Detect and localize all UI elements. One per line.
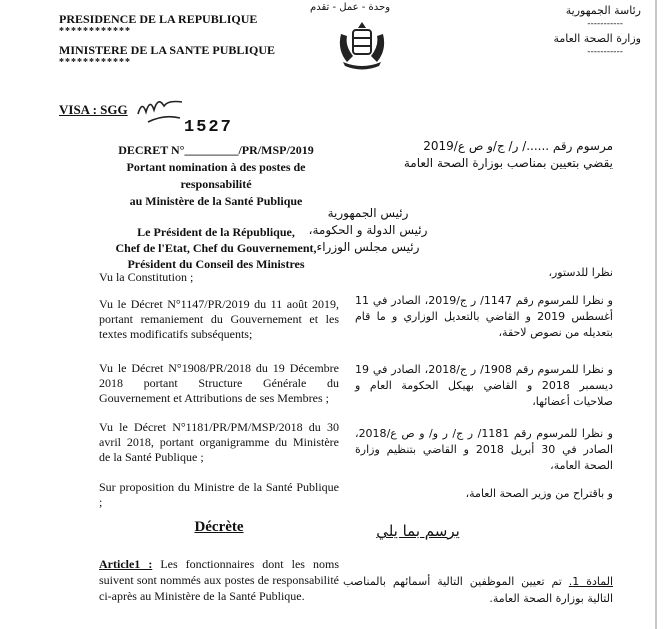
visa-decree-1181-ar: و نظرا للمرسوم رقم 1181/ ر ج/ ر و/ و ص ع/2018، الصادر في 30 أبريل 2018 و القاضي بتنظيم وزارة الصحة العامة، xyxy=(355,427,614,472)
decree-subject-fr-2: responsabilité xyxy=(180,177,252,191)
visa-decree-1908-fr: Vu le Décret N°1908/PR/2018 du 19 Décembre 2018 portant Structure Générale du Gouvernement et Attributions de ses Membres ; xyxy=(99,361,339,405)
header-presidency-fr: PRESIDENCE DE LA REPUBLIQUE xyxy=(59,12,258,26)
visa-decree-1147-ar: و نظرا للمرسوم رقم 1147/ ر ج/2019، الصادر في 11 أغسطس 2019 و القاضي بالتعديل الوزاري و ما قام بتعديله من نصوص لاحقة، xyxy=(355,294,613,339)
decree-subject-fr-3: au Ministère de la Santé Publique xyxy=(129,194,303,208)
president-line-ar-1: رئيس الجمهورية xyxy=(327,206,409,220)
article-1-text-ar: تم تعيين الموظفين التالية أسمائهم بالمناصب التالية بوزارة الصحة العامة. xyxy=(343,575,613,605)
president-line-fr-2: Chef de l'Etat, Chef du Gouvernement, xyxy=(115,241,317,255)
article-1-label-ar: المادة 1. xyxy=(568,575,614,588)
header-ministry-fr: MINISTERE DE LA SANTE PUBLIQUE xyxy=(59,43,276,57)
header-stars-ar-1: ----------- xyxy=(587,19,623,29)
visa-decree-1181-fr: Vu le Décret N°1181/PR/PM/MSP/2018 du 30 avril 2018, portant organigramme du Ministère de la Santé Publique ; xyxy=(99,420,339,464)
article-1-text-fr: Les fonctionnaires dont les noms suivent sont nommés aux postes de responsabilité ci-après au Ministère de la Santé Publique. xyxy=(99,557,339,603)
decree-title-fr xyxy=(99,142,333,210)
header-stars-1: ************ xyxy=(59,26,131,37)
visa-label: VISA : SGG xyxy=(59,102,128,117)
visa-signature xyxy=(134,92,186,126)
proposal-ar: و باقتراح من وزير الصحة العامة، xyxy=(465,487,613,500)
visa-number: 1527 xyxy=(184,118,233,137)
visa-constitution-ar: نظرا للدستور، xyxy=(548,266,613,279)
header-motto-ar: وحدة - عمل - تقدم xyxy=(310,2,391,13)
article-1-label-fr: Article1 : xyxy=(99,557,153,571)
header-stars-ar-2: ----------- xyxy=(587,47,623,57)
decree-subject-fr-1: Portant nomination à des postes de xyxy=(126,160,306,174)
article-1-ar xyxy=(343,573,613,607)
article-1-fr xyxy=(99,556,339,604)
president-line-ar-2: رئيس الدولة و الحكومة، xyxy=(308,223,428,237)
decrees-heading-fr: Décrète xyxy=(194,519,244,535)
decree-number-fr: DECRET N°_________/PR/MSP/2019 xyxy=(118,143,314,157)
header-stars-2: ************ xyxy=(59,57,131,68)
proposal-fr: Sur proposition du Ministre de la Santé Publique ; xyxy=(99,480,339,509)
visa-constitution-fr: Vu la Constitution ; xyxy=(99,270,194,284)
decrees-heading-ar: يرسم بما يلي xyxy=(376,522,460,540)
president-line-ar-3: رئيس مجلس الوزراء xyxy=(316,240,420,254)
header-presidency-ar: رئاسة الجمهورية xyxy=(565,4,641,17)
visa-decree-1908-ar: و نظرا للمرسوم رقم 1908/ ر ج/2018، الصادر في 19 ديسمبر 2018 و القاضي بهيكل الحكومة العام و صلاحيات أعضائها، xyxy=(355,363,613,408)
decree-number-ar: مرسوم رقم ....../ ر/ ج/و ص ع/2019 xyxy=(423,139,613,153)
president-line-fr-1: Le Président de la République, xyxy=(137,225,295,239)
visa-decree-1147-fr: Vu le Décret N°1147/PR/2019 du 11 août 2019, portant remaniement du Gouvernement et les textes modificatifs subséquents; xyxy=(99,297,339,341)
president-line-fr-3: Président du Conseil des Ministres xyxy=(127,257,305,271)
coat-of-arms-emblem xyxy=(333,16,391,74)
decree-subject-ar: يقضي بتعيين بمناصب بوزارة الصحة العامة xyxy=(403,156,613,170)
decree-title-ar xyxy=(323,138,613,172)
president-title-ar xyxy=(288,205,448,256)
page-edge-line xyxy=(655,0,657,629)
header-ministry-ar: وزارة الصحة العامة xyxy=(553,32,641,45)
